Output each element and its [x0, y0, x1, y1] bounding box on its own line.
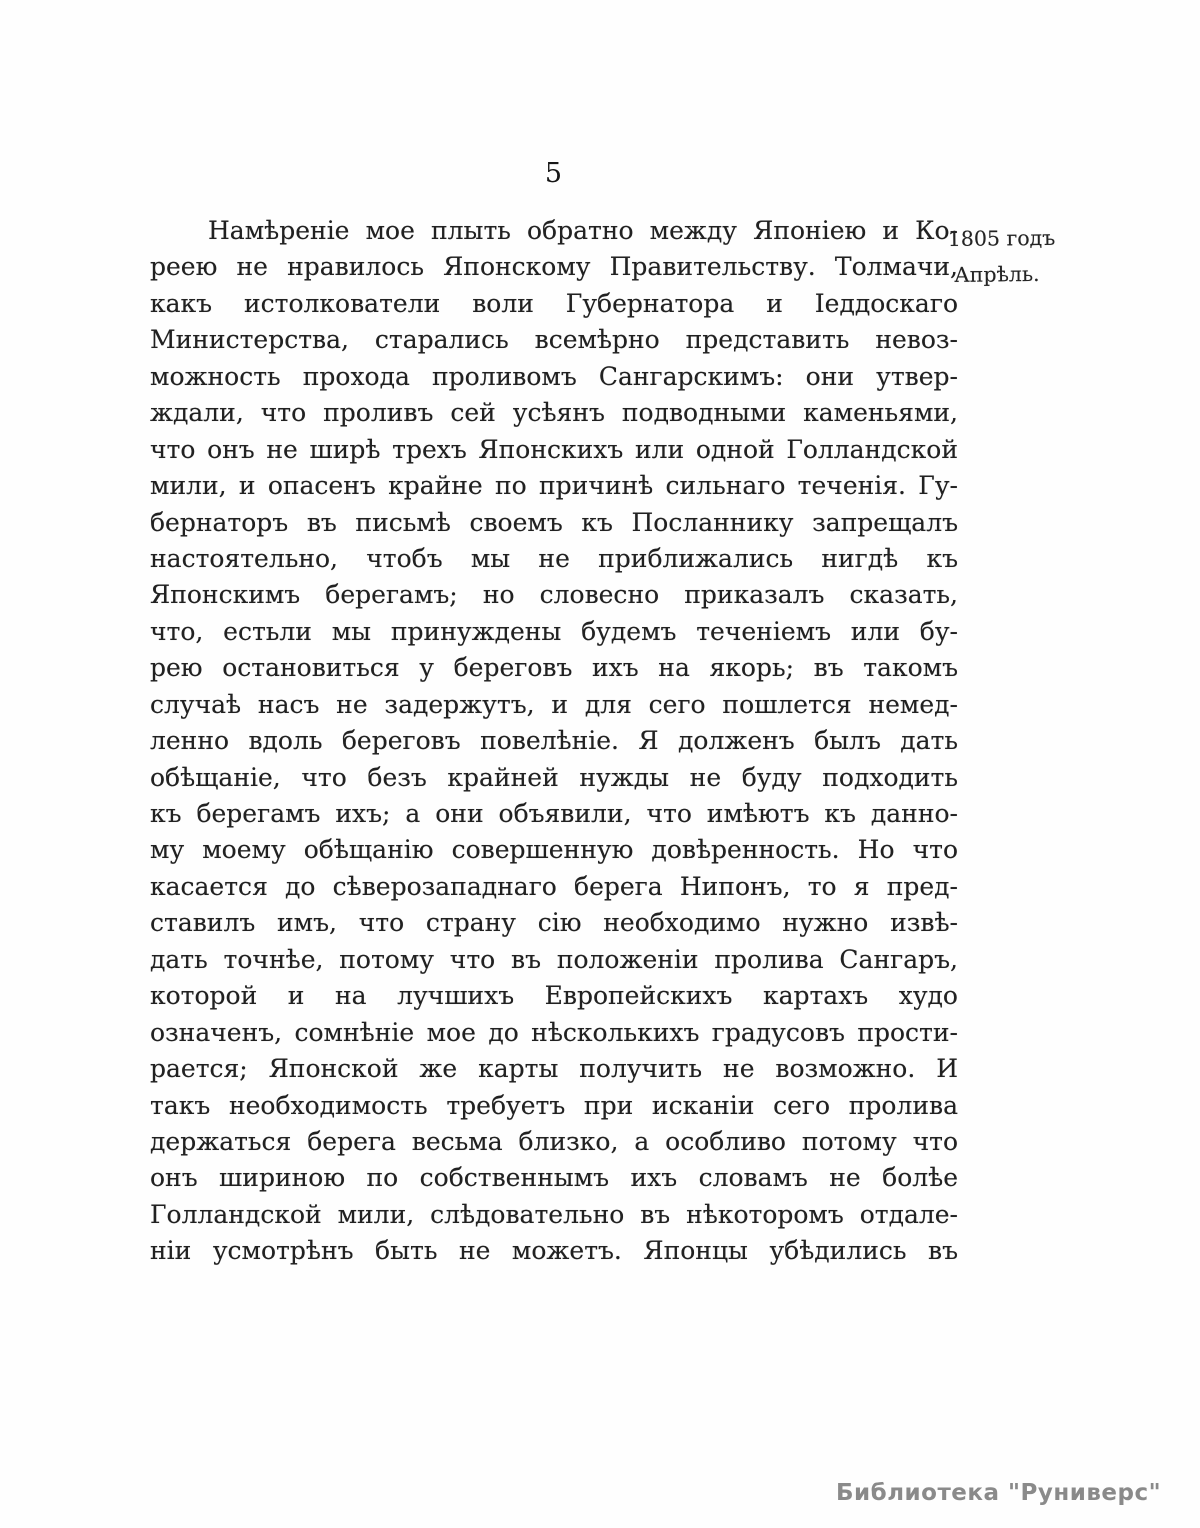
page-number: 5 [544, 158, 564, 189]
text-line: случаѣ насъ не задержутъ, и для сего пошлется немед- [150, 689, 958, 719]
text-line: рается; Японской же карты получить не возможно. И [150, 1054, 958, 1084]
margin-date-note [948, 219, 1129, 293]
text-line: реею не нравилось Японскому Правительству. Толмачи, [150, 252, 958, 282]
text-line: Министерства, старались всемѣрно представить невоз- [150, 325, 958, 355]
text-line: ждали, что проливъ сей усѣянъ подводными каменьями, [150, 398, 958, 428]
text-line: касается до сѣверозападнаго берега Нипонъ, то я пред- [150, 871, 958, 901]
text-line: какъ истолкователи воли Губернатора и Іеддоскаго [150, 288, 958, 318]
text-line: Намѣреніе мое плыть обратно между Японіею и Ко- [208, 216, 958, 245]
text-line: ніи усмотрѣнъ быть не можетъ. Японцы убѣдились въ [150, 1236, 958, 1266]
text-line: которой и на лучшихъ Европейскихъ картахъ худо [150, 981, 958, 1011]
text-line: му моему обѣщанію совершенную довѣренность. Но что [150, 835, 958, 865]
text-line: рею остановиться у береговъ ихъ на якорь; въ такомъ [150, 653, 958, 683]
text-line: можность прохода проливомъ Сангарскимъ: они утвер- [150, 361, 958, 391]
text-line: Японскимъ берегамъ; но словесно приказалъ сказать, [150, 580, 958, 610]
text-line: такъ необходимость требуетъ при исканіи сего пролива [150, 1090, 958, 1120]
text-line: ленно вдоль береговъ повелѣніе. Я долженъ былъ дать [150, 726, 958, 756]
text-line: бернаторъ въ письмѣ своемъ къ Посланнику запрещалъ [150, 507, 958, 537]
text-line: мили, и опасенъ крайне по причинѣ сильнаго теченія. Гу- [150, 471, 958, 501]
text-line: что, естьли мы принуждены будемъ теченіемъ или бу- [150, 616, 958, 646]
text-line: настоятельно, чтобъ мы не приближались нигдѣ къ [150, 543, 958, 573]
text-line: что онъ не ширѣ трехъ Японскихъ или одной Голландской [150, 434, 958, 464]
body-text-block [150, 213, 958, 1270]
text-line: къ берегамъ ихъ; а они объявили, что имѣютъ къ данно- [150, 799, 958, 828]
margin-note-year: 1805 годъ [947, 225, 1056, 251]
text-line: ставилъ имъ, что страну сію необходимо нужно извѣ- [150, 908, 958, 938]
text-line: Голландской мили, слѣдовательно въ нѣкоторомъ отдале- [150, 1199, 958, 1229]
margin-note-month: Апрѣль. [954, 261, 1040, 287]
text-line: дать точнѣе, потому что въ положеніи пролива Сангаръ, [150, 944, 958, 974]
text-line: обѣщаніе, что безъ крайней нужды не буду подходить [150, 762, 958, 792]
text-line: онъ шириною по собственнымъ ихъ словамъ не болѣе [150, 1163, 958, 1193]
text-line: держаться берега весьма близко, а особливо потому что [150, 1126, 958, 1156]
library-watermark: Библиотека "Руниверс" [836, 1480, 1162, 1506]
text-line: означенъ, сомнѣніе мое до нѣсколькихъ градусовъ прости- [150, 1017, 958, 1047]
